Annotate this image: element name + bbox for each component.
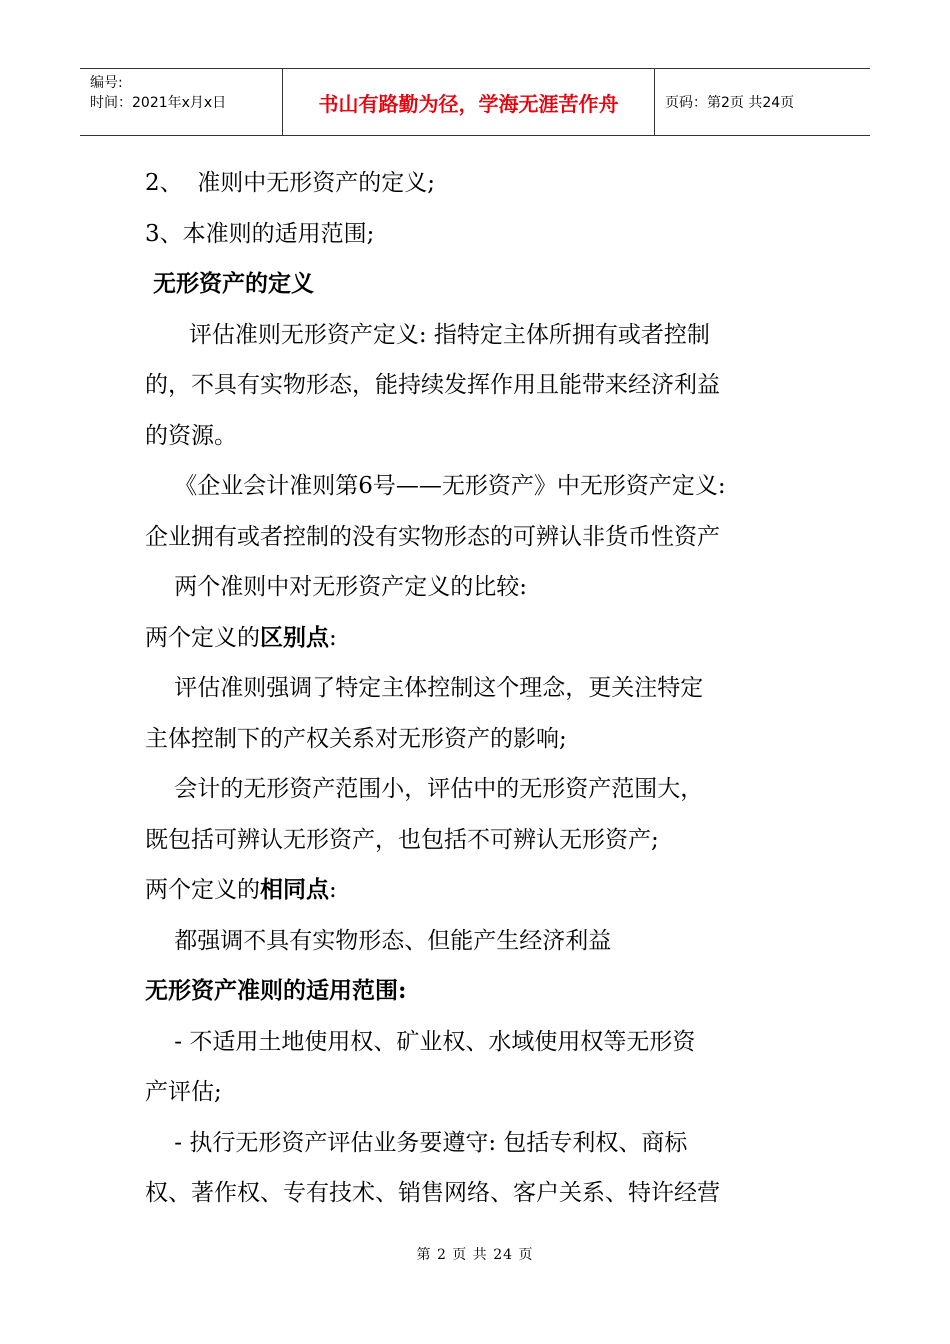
- line-21: 权、著作权、专有技术、销售网络、客户关系、特许经营: [145, 1180, 720, 1206]
- line-20: - 执行无形资产评估业务要遵守: 包括专利权、商标: [145, 1129, 688, 1156]
- similarity-label: 相同点: [260, 876, 329, 903]
- header-motto: 书山有路勤为径，学海无涯苦作舟: [283, 69, 655, 135]
- line-16: 都强调不具有实物形态、但能产生经济利益: [145, 927, 612, 954]
- time-label: 时间：2021年x月x日: [90, 95, 227, 111]
- line-8: 企业拥有或者控制的没有实物形态的可辨认非货币性资产: [145, 523, 720, 550]
- line-4: 评估准则无形资产定义: 指特定主体所拥有或者控制: [145, 321, 710, 348]
- section-heading-definition: 无形资产的定义: [145, 270, 315, 297]
- line-9: 两个准则中对无形资产定义的比较:: [145, 574, 527, 600]
- line-18: - 不适用土地使用权、矿业权、水域使用权等无形资: [145, 1028, 696, 1055]
- difference-label: 区别点: [260, 623, 329, 651]
- line-2: 3、本准则的适用范围;: [145, 220, 375, 247]
- line-13: 会计的无形资产范围小，评估中的无形资产范围大，: [145, 776, 704, 802]
- section-heading-scope: 无形资产准则的适用范围:: [145, 977, 407, 1004]
- number-label: 编号:: [90, 75, 123, 91]
- line-15-colon: :: [329, 877, 337, 903]
- line-10-colon: :: [329, 624, 337, 651]
- line-6: 的资源。: [145, 422, 237, 449]
- line-11: 评估准则强调了特定主体控制这个理念，更关注特定: [145, 675, 704, 701]
- line-19: 产评估;: [145, 1079, 222, 1105]
- header-meta: [80, 69, 283, 135]
- line-5: 的，不具有实物形态，能持续发挥作用且能带来经济利益: [145, 372, 720, 398]
- document-body: [145, 158, 805, 1219]
- line-10: [145, 613, 805, 664]
- header-page-info: 页码：第2页 共24页: [665, 95, 795, 111]
- page-header: [80, 68, 870, 136]
- line-10-prefix: 两个定义的: [145, 624, 260, 651]
- page-footer: 第 2 页 共 24 页: [416, 1247, 534, 1263]
- line-15-prefix: 两个定义的: [145, 877, 260, 903]
- line-1: 2、 准则中无形资产的定义;: [145, 170, 436, 196]
- line-12: 主体控制下的产权关系对无形资产的影响;: [145, 725, 567, 752]
- line-15: [145, 865, 805, 916]
- line-7: 《企业会计准则第6号——无形资产》中无形资产定义:: [145, 473, 726, 499]
- line-14: 既包括可辨认无形资产，也包括不可辨认无形资产;: [145, 826, 659, 853]
